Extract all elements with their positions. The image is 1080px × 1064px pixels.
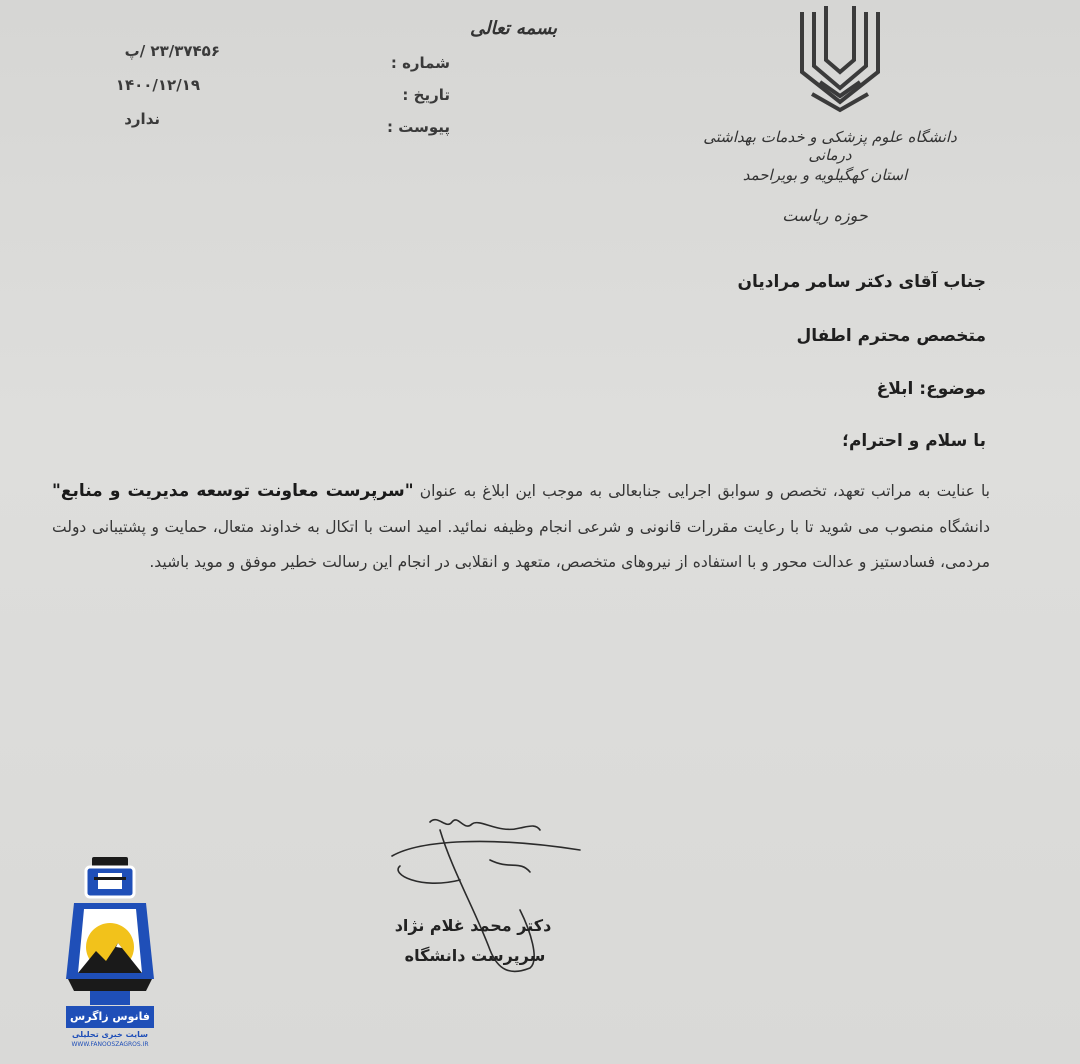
- body-part-2: دانشگاه منصوب می شوید تا با رعایت مقررات قانونی و شرعی انجام وظیفه نمائید. امید است با اتکال به خداوند متعال، حمایت و پشتیبانی دولت مردمی، فسادستیز و عدالت محور و با استفاده از نیروهای متخصص، متعهد و انقلابی در انجام این رسالت خطیر موفق و موید باشید.: [52, 517, 990, 571]
- watermark-tagline: سایت خبری تحلیلی: [72, 1030, 148, 1039]
- watermark-name: فانوس زاگرس: [66, 1006, 154, 1028]
- watermark-url: WWW.FANOOSZAGROS.IR: [71, 1041, 149, 1048]
- body-part-1: با عنایت به مراتب تعهد، تخصص و سوابق اجرایی جنابعالی به موجب این ابلاغ به عنوان: [413, 482, 990, 500]
- date-value: ۱۴۰۰/۱۲/۱۹: [115, 76, 200, 94]
- attachment-value: ندارد: [124, 110, 160, 128]
- body-bold-position: "سرپرست معاونت توسعه مدیریت و منابع": [52, 481, 414, 501]
- recipient-name: جناب آقای دکتر سامر مرادیان: [737, 272, 986, 292]
- recipient-title: متخصص محترم اطفال: [796, 326, 986, 346]
- letter-body: [52, 474, 990, 581]
- subject-line: موضوع: ابلاغ: [876, 379, 986, 399]
- greeting: با سلام و احترام؛: [842, 431, 986, 451]
- signatory-title: سرپرست دانشگاه: [404, 946, 546, 965]
- signatory-name: دکتر محمد غلام نژاد: [394, 916, 552, 935]
- attachment-label: پیوست :: [386, 118, 450, 136]
- fanoos-zagros-logo: [60, 855, 160, 1055]
- number-label: شماره :: [390, 54, 450, 72]
- university-emblem-icon: [792, 2, 888, 114]
- lantern-icon: [60, 855, 160, 1007]
- institution-line-2: استان کهگیلویه و بویراحمد: [742, 166, 908, 184]
- institution-line-3: حوزه ریاست: [782, 206, 868, 225]
- institution-line-1: دانشگاه علوم پزشکی و خدمات بهداشتی درمانی: [703, 128, 957, 164]
- number-value: ۲۳/۳۷۴۵۶ /پ: [124, 42, 220, 60]
- basmala: بسمه تعالی: [470, 18, 558, 39]
- date-label: تاریخ :: [402, 86, 450, 104]
